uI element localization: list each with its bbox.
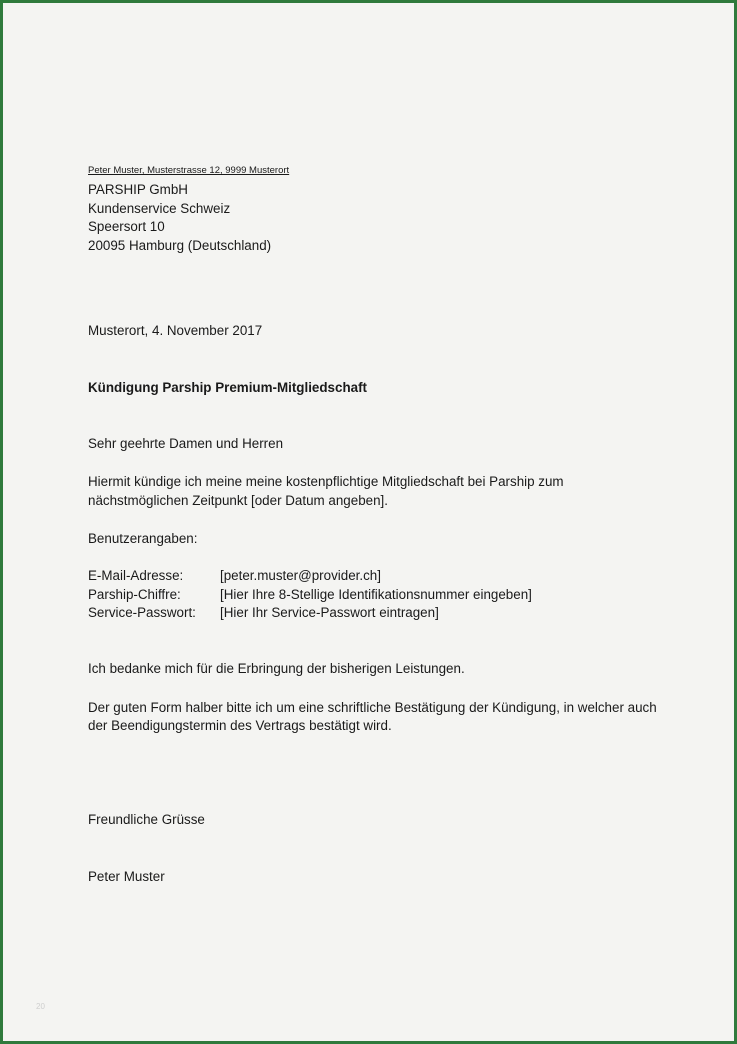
user-data-label-chiffre: Parship-Chiffre: — [88, 587, 181, 602]
date-line: Musterort, 4. November 2017 — [88, 323, 263, 338]
closing: Freundliche Grüsse — [88, 812, 205, 827]
recipient-city: 20095 Hamburg (Deutschland) — [88, 238, 272, 253]
user-data-value-email: [peter.muster@provider.ch] — [220, 568, 381, 583]
recipient-company: PARSHIP GmbH — [88, 182, 188, 197]
user-data-label-password: Service-Passwort: — [88, 605, 196, 620]
paragraph1-line2: nächstmöglichen Zeitpunkt [oder Datum angeben]. — [88, 493, 388, 508]
paragraph2-line1: Der guten Form halber bitte ich um eine schriftliche Bestätigung der Kündigung, in welcher auch — [88, 700, 657, 715]
paragraph2-line2: der Beendigungstermin des Vertrags bestätigt wird. — [88, 718, 392, 733]
user-data-label-email: E-Mail-Adresse: — [88, 568, 184, 583]
salutation: Sehr geehrte Damen und Herren — [88, 436, 284, 451]
sender-line: Peter Muster, Musterstrasse 12, 9999 Musterort — [88, 165, 290, 176]
recipient-street: Speersort 10 — [88, 219, 165, 234]
user-data-value-password: [Hier Ihr Service-Passwort eintragen] — [220, 605, 439, 620]
user-data-heading: Benutzerangaben: — [88, 531, 198, 546]
paragraph1-line1: Hiermit kündige ich meine meine kostenpflichtige Mitgliedschaft bei Parship zum — [88, 474, 564, 489]
thanks-line: Ich bedanke mich für die Erbringung der bisherigen Leistungen. — [88, 661, 465, 676]
page-number: 20 — [36, 1002, 45, 1011]
user-data-value-chiffre: [Hier Ihre 8-Stellige Identifikationsnummer eingeben] — [220, 587, 532, 602]
signature: Peter Muster — [88, 869, 165, 884]
recipient-department: Kundenservice Schweiz — [88, 201, 231, 216]
subject-line: Kündigung Parship Premium-Mitgliedschaft — [88, 380, 367, 395]
